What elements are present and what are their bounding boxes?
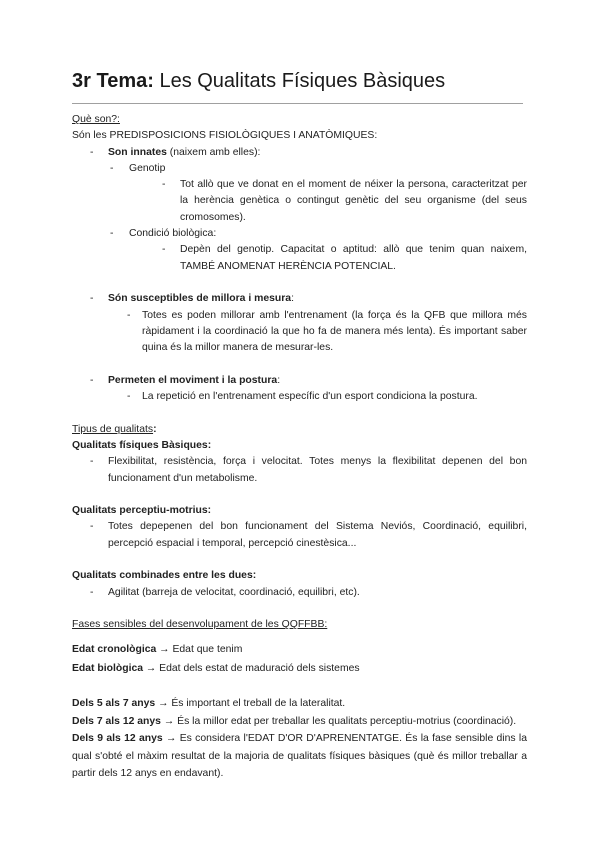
- que-son-heading: Què son?:: [72, 114, 120, 125]
- tipus-heading: [72, 422, 527, 438]
- fases-biologica: Edat biològica → Edat dels estat de maduració dels sistemes: [72, 662, 360, 674]
- genotip-detail: Tot allò que ve donat en el moment de néixer la persona, caracteritzat per la herència genètica o contingut genètic del seu organisme (del seus cromosomes).: [180, 179, 527, 223]
- combinades-detail: Agilitat (barreja de velocitat, coordinació, equilibri, etc).: [108, 586, 360, 598]
- list-item-condicio: - Condició biològica:: [110, 228, 217, 240]
- fases-7-12: Dels 7 als 12 anys → És la millor edat per treballar les qualitats perceptiu-motrius (coordinació).: [72, 715, 517, 727]
- millora-rest: :: [291, 293, 294, 305]
- list-item-moviment-detail: - La repetició en l'entrenament específic d'un esport condiciona la postura.: [127, 391, 478, 403]
- perceptiu-detail: Totes depepenen del bon funcionament del Sistema Neviós, Coordinació, equilibri, percepció espacial i temporal, percepció cinestèsica...: [108, 521, 527, 549]
- moviment-detail: La repetició en l'entrenament específic d'un esport condiciona la postura.: [142, 391, 478, 403]
- title-divider: [72, 103, 523, 104]
- page-title: [72, 70, 445, 93]
- list-item-basiques-detail: - Flexibilitat, resistència, força i velocitat. Totes menys la flexibilitat depenen del bon funcionament d'un metabolisme.: [90, 456, 527, 484]
- moviment-rest: :: [277, 374, 281, 386]
- millora-detail: Totes es poden millorar amb l'entrenament (la força és la QFB que millora més ràpidament i la coordinació la que ho fa de manera més lenta). És important saber quina és la millor manera de mesurar-les.: [142, 309, 527, 354]
- document-body: [72, 112, 527, 783]
- tipus-heading-colon: :: [153, 423, 157, 435]
- fases-9-12: Dels 9 als 12 anys → Es considera l'EDAT D'OR D'APRENENTATGE. És la fase sensible dins la qual s'obté el màxim resultat de la majoria de qualitats físiques bàsiques (què és millor treballar a partir dels 12 anys en endavant).: [72, 733, 527, 780]
- que-son-intro: Són les PREDISPOSICIONS FISIOLÒGIQUES I ANATÒMIQUES:: [72, 130, 378, 142]
- genotip-label: Genotip: [129, 162, 166, 174]
- millora-bold: Són susceptibles de millora i mesura: [108, 293, 292, 305]
- list-item-genotip: - Genotip: [110, 162, 166, 174]
- tipus-heading-text: Tipus de qualitats: [72, 423, 154, 435]
- moviment-bold: Permeten el moviment i la postura: [108, 374, 278, 386]
- list-item-millora: - Són susceptibles de millora i mesura:: [90, 293, 294, 305]
- fases-cronologica: Edat cronològica → Edat que tenim: [72, 643, 243, 655]
- list-item-innates: - Son innates (naixem amb elles):: [90, 146, 261, 158]
- innates-bold: Son innates: [108, 146, 167, 158]
- condicio-detail: Depèn del genotip. Capacitat o aptitud: allò que tenim quan naixem, TAMBÉ ANOMENAT HERÈNCIA POTENCIAL.: [180, 244, 527, 272]
- title-number: 3r Tema:: [72, 70, 154, 92]
- combinades-heading: Qualitats combinades entre les dues:: [72, 570, 257, 582]
- condicio-label: Condició biològica:: [129, 228, 217, 240]
- basiques-detail: Flexibilitat, resistència, força i velocitat. Totes menys la flexibilitat depenen del bon funcionament d'un metabolisme.: [108, 456, 527, 484]
- fases-heading: Fases sensibles del desenvolupament de les QQFFBB:: [72, 619, 328, 631]
- innates-rest: (naixem amb elles):: [166, 146, 261, 158]
- list-item-millora-detail: - Totes es poden millorar amb l'entrenament (la força és la QFB que millora més ràpidament i la coordinació la que ho fa de manera més lenta). És important saber quina és la millor manera de mesurar-les.: [127, 309, 527, 354]
- list-item-genotip-detail: - Tot allò que ve donat en el moment de néixer la persona, caracteritzat per la herència genètica o contingut genètic del seu organisme (del seus cromosomes).: [162, 179, 527, 223]
- perceptiu-heading: Qualitats perceptiu-motrius:: [72, 505, 212, 517]
- basiques-heading: Qualitats físiques Bàsiques:: [72, 439, 212, 451]
- list-item-moviment: - Permeten el moviment i la postura:: [90, 374, 281, 386]
- list-item-combinades-detail: - Agilitat (barreja de velocitat, coordinació, equilibri, etc).: [90, 586, 360, 598]
- list-item-condicio-detail: - Depèn del genotip. Capacitat o aptitud: allò que tenim quan naixem, TAMBÉ ANOMENAT HERÈNCIA POTENCIAL.: [162, 244, 527, 272]
- list-item-perceptiu-detail: - Totes depepenen del bon funcionament del Sistema Neviós, Coordinació, equilibri, percepció espacial i temporal, percepció cinestèsica...: [90, 521, 527, 549]
- fases-5-7: Dels 5 als 7 anys → És important el treball de la lateralitat.: [72, 698, 346, 710]
- title-text: Les Qualitats Físiques Bàsiques: [153, 70, 446, 92]
